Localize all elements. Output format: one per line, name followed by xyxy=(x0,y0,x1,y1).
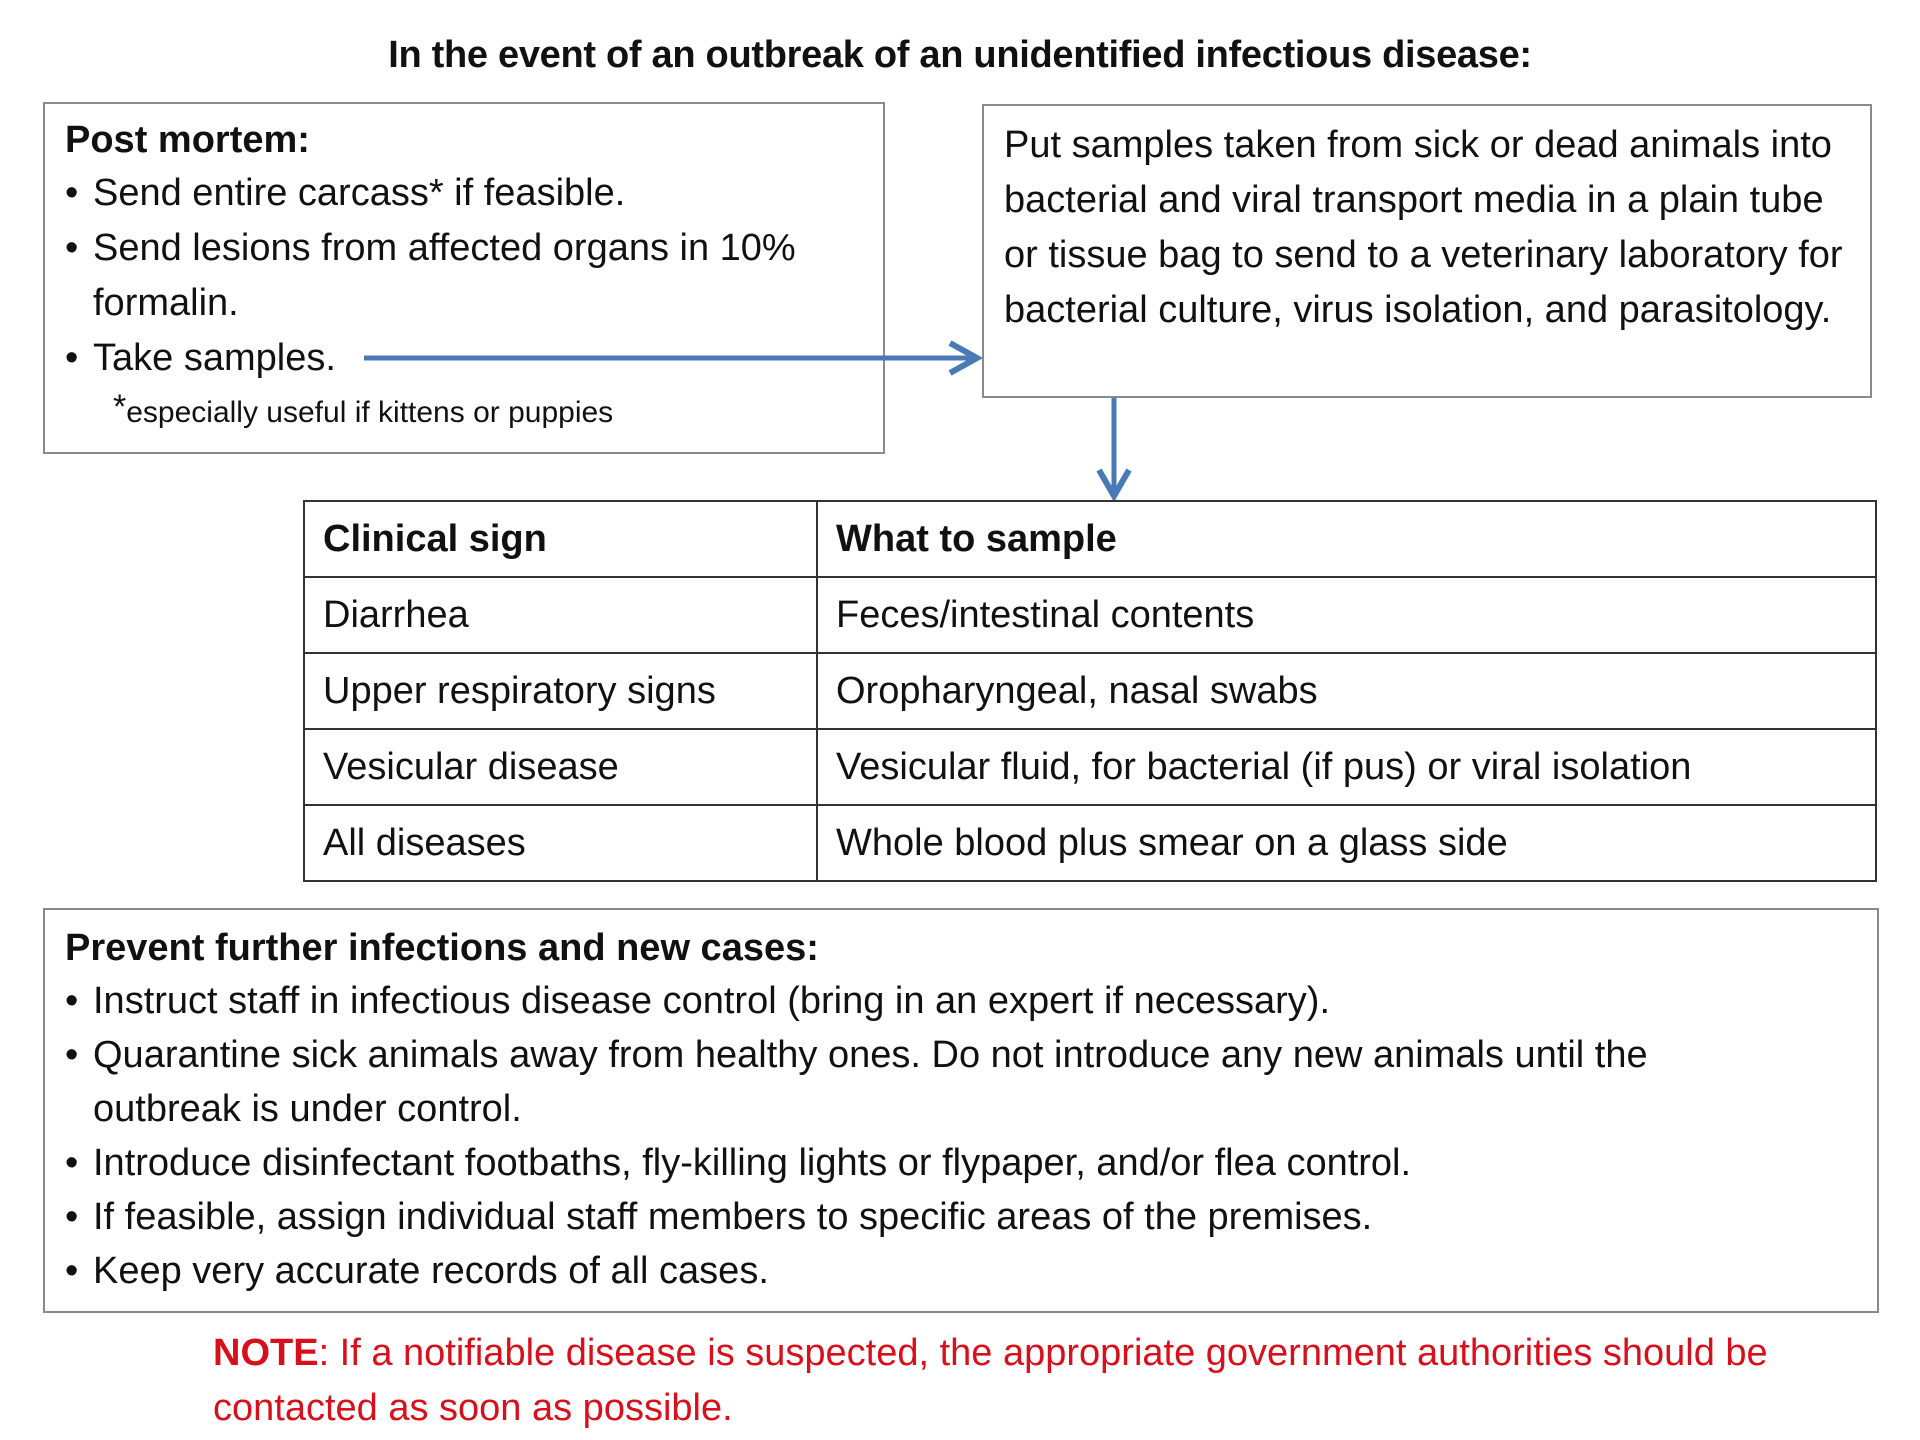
header-what-to-sample: What to sample xyxy=(817,501,1876,577)
list-item: • Introduce disinfectant footbaths, fly-killing lights or flypaper, and/or flea control. xyxy=(65,1136,1857,1190)
cell-sign: Diarrhea xyxy=(304,577,817,653)
list-item: • Take samples. xyxy=(65,331,863,386)
list-item: • Send lesions from affected organs in 10% formalin. xyxy=(65,221,863,331)
page-title: In the event of an outbreak of an unidentified infectious disease: xyxy=(388,34,1532,76)
note-text: : If a notifiable disease is suspected, the appropriate government authorities should be contacted as soon as possible. xyxy=(213,1332,1768,1429)
table-header-row xyxy=(304,501,1876,577)
cell-sample: Whole blood plus smear on a glass side xyxy=(817,805,1876,881)
arrow-right-icon xyxy=(360,340,985,380)
cell-sign: Vesicular disease xyxy=(304,729,817,805)
post-mortem-heading: Post mortem: xyxy=(65,119,310,161)
list-item: • Send entire carcass* if feasible. xyxy=(65,166,863,221)
cell-sign: Upper respiratory signs xyxy=(304,653,817,729)
sampling-table xyxy=(303,500,1877,882)
prevention-list xyxy=(65,974,1857,1298)
cell-sample: Vesicular fluid, for bacterial (if pus) or viral isolation xyxy=(817,729,1876,805)
footnote xyxy=(65,388,863,430)
samples-box xyxy=(982,104,1872,398)
cell-sample: Feces/intestinal contents xyxy=(817,577,1876,653)
arrow-down-icon xyxy=(1094,398,1134,500)
prevention-heading: Prevent further infections and new cases: xyxy=(65,927,819,969)
notifiable-disease-note xyxy=(213,1326,1773,1436)
footnote-text: especially useful if kittens or puppies xyxy=(126,396,614,429)
table-row xyxy=(304,653,1876,729)
table-row xyxy=(304,577,1876,653)
list-item: • If feasible, assign individual staff members to specific areas of the premises. xyxy=(65,1190,1857,1244)
table-row xyxy=(304,805,1876,881)
note-label: NOTE xyxy=(213,1332,319,1374)
cell-sample: Oropharyngeal, nasal swabs xyxy=(817,653,1876,729)
prevention-box xyxy=(43,908,1879,1313)
header-clinical-sign: Clinical sign xyxy=(304,501,817,577)
list-item: • Instruct staff in infectious disease control (bring in an expert if necessary). xyxy=(65,974,1857,1028)
post-mortem-box xyxy=(43,102,885,454)
samples-text: Put samples taken from sick or dead animals into bacterial and viral transport media in a plain tube or tissue bag to send to a veterinary laboratory for bacterial culture, virus isolation, and parasitology. xyxy=(1004,124,1843,331)
table-row xyxy=(304,729,1876,805)
cell-sign: All diseases xyxy=(304,805,817,881)
list-item: • Quarantine sick animals away from healthy ones. Do not introduce any new animals until the outbreak is under control. xyxy=(65,1028,1857,1136)
list-item: • Keep very accurate records of all cases. xyxy=(65,1244,1857,1298)
footnote-star: * xyxy=(113,388,127,426)
